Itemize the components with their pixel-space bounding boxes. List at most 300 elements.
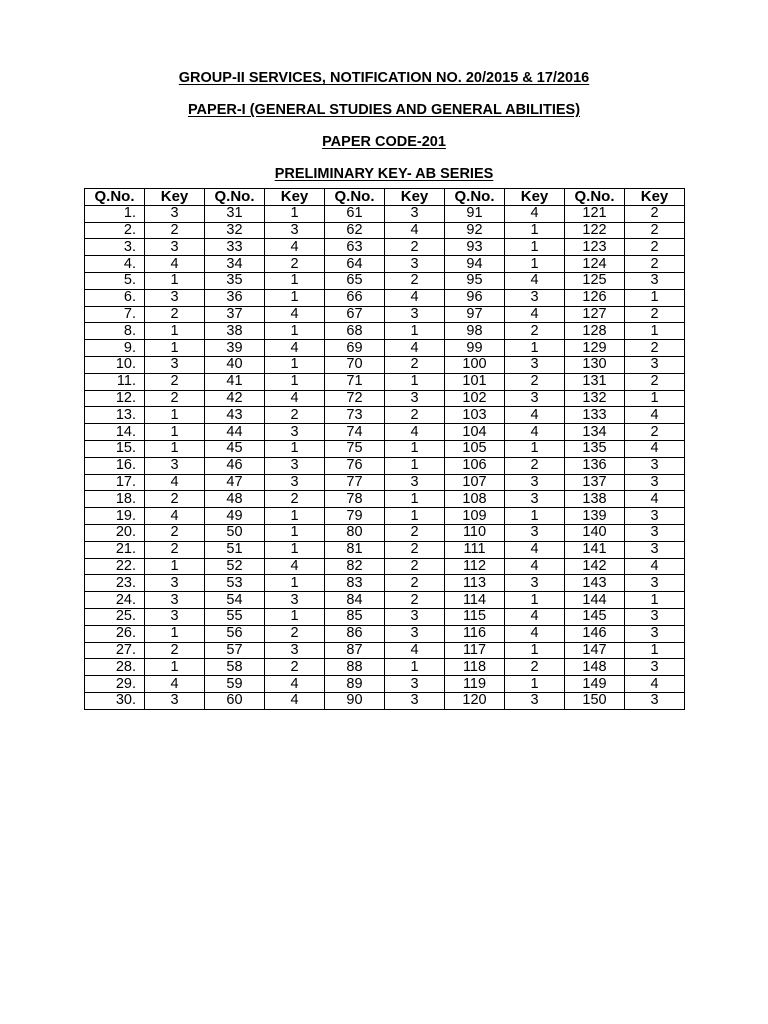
- question-number-cell: 150: [565, 692, 625, 709]
- table-row: [85, 440, 685, 457]
- question-number-cell: 90: [325, 692, 385, 709]
- question-number-cell: 80: [325, 524, 385, 541]
- answer-key-cell: 4: [625, 440, 685, 457]
- question-number-cell: 58: [205, 659, 265, 676]
- question-number-cell: 25.: [85, 608, 145, 625]
- table-row: [85, 642, 685, 659]
- table-header-row: [85, 189, 685, 206]
- question-number-cell: 87: [325, 642, 385, 659]
- answer-key-cell: 2: [625, 306, 685, 323]
- question-number-cell: 59: [205, 676, 265, 693]
- answer-key-cell: 4: [505, 205, 565, 222]
- answer-key-cell: 3: [505, 491, 565, 508]
- answer-key-body: [85, 205, 685, 709]
- answer-key-cell: 3: [625, 356, 685, 373]
- question-number-cell: 109: [445, 508, 505, 525]
- answer-key-cell: 3: [385, 390, 445, 407]
- answer-key-cell: 3: [625, 608, 685, 625]
- answer-key-cell: 4: [265, 340, 325, 357]
- answer-key-cell: 3: [625, 272, 685, 289]
- question-number-cell: 82: [325, 558, 385, 575]
- question-number-cell: 13.: [85, 407, 145, 424]
- answer-key-cell: 1: [505, 239, 565, 256]
- question-number-cell: 107: [445, 474, 505, 491]
- question-number-cell: 8.: [85, 323, 145, 340]
- answer-key-cell: 2: [265, 625, 325, 642]
- question-number-cell: 4.: [85, 256, 145, 273]
- answer-key-cell: 3: [385, 692, 445, 709]
- answer-key-cell: 3: [505, 524, 565, 541]
- question-number-cell: 84: [325, 592, 385, 609]
- column-header: Key: [265, 189, 325, 206]
- question-number-cell: 15.: [85, 440, 145, 457]
- answer-key-cell: 1: [265, 575, 325, 592]
- question-number-cell: 33: [205, 239, 265, 256]
- question-number-cell: 24.: [85, 592, 145, 609]
- answer-key-cell: 4: [385, 424, 445, 441]
- question-number-cell: 1.: [85, 205, 145, 222]
- answer-key-cell: 3: [265, 592, 325, 609]
- question-number-cell: 69: [325, 340, 385, 357]
- question-number-cell: 106: [445, 457, 505, 474]
- answer-key-cell: 2: [625, 340, 685, 357]
- question-number-cell: 26.: [85, 625, 145, 642]
- answer-key-cell: 4: [265, 692, 325, 709]
- question-number-cell: 52: [205, 558, 265, 575]
- question-number-cell: 114: [445, 592, 505, 609]
- question-number-cell: 53: [205, 575, 265, 592]
- question-number-cell: 2.: [85, 222, 145, 239]
- table-row: [85, 692, 685, 709]
- question-number-cell: 101: [445, 373, 505, 390]
- question-number-cell: 132: [565, 390, 625, 407]
- answer-key-cell: 4: [505, 272, 565, 289]
- answer-key-cell: 3: [625, 541, 685, 558]
- question-number-cell: 77: [325, 474, 385, 491]
- table-row: [85, 508, 685, 525]
- column-header: Q.No.: [325, 189, 385, 206]
- question-number-cell: 103: [445, 407, 505, 424]
- answer-key-cell: 4: [625, 558, 685, 575]
- question-number-cell: 60: [205, 692, 265, 709]
- answer-key-cell: 4: [625, 676, 685, 693]
- question-number-cell: 89: [325, 676, 385, 693]
- question-number-cell: 126: [565, 289, 625, 306]
- answer-key-cell: 4: [505, 407, 565, 424]
- answer-key-cell: 1: [505, 340, 565, 357]
- answer-key-cell: 2: [145, 541, 205, 558]
- question-number-cell: 27.: [85, 642, 145, 659]
- question-number-cell: 124: [565, 256, 625, 273]
- question-number-cell: 74: [325, 424, 385, 441]
- answer-key-cell: 2: [145, 642, 205, 659]
- answer-key-cell: 1: [385, 440, 445, 457]
- table-row: [85, 373, 685, 390]
- question-number-cell: 20.: [85, 524, 145, 541]
- answer-key-cell: 3: [145, 239, 205, 256]
- question-number-cell: 111: [445, 541, 505, 558]
- answer-key-cell: 1: [625, 642, 685, 659]
- question-number-cell: 127: [565, 306, 625, 323]
- answer-key-cell: 2: [385, 356, 445, 373]
- answer-key-cell: 2: [385, 575, 445, 592]
- question-number-cell: 93: [445, 239, 505, 256]
- answer-key-cell: 1: [385, 323, 445, 340]
- table-row: [85, 457, 685, 474]
- answer-key-cell: 1: [265, 440, 325, 457]
- answer-key-cell: 1: [265, 356, 325, 373]
- question-number-cell: 116: [445, 625, 505, 642]
- answer-key-cell: 1: [505, 676, 565, 693]
- answer-key-cell: 2: [625, 373, 685, 390]
- answer-key-cell: 1: [385, 508, 445, 525]
- answer-key-cell: 3: [625, 524, 685, 541]
- question-number-cell: 51: [205, 541, 265, 558]
- answer-key-cell: 1: [625, 592, 685, 609]
- question-number-cell: 91: [445, 205, 505, 222]
- question-number-cell: 121: [565, 205, 625, 222]
- question-number-cell: 99: [445, 340, 505, 357]
- question-number-cell: 83: [325, 575, 385, 592]
- answer-key-cell: 4: [145, 676, 205, 693]
- question-number-cell: 144: [565, 592, 625, 609]
- answer-key-cell: 1: [145, 340, 205, 357]
- question-number-cell: 64: [325, 256, 385, 273]
- answer-key-cell: 2: [505, 457, 565, 474]
- answer-key-cell: 3: [265, 642, 325, 659]
- question-number-cell: 42: [205, 390, 265, 407]
- question-number-cell: 21.: [85, 541, 145, 558]
- answer-key-cell: 2: [385, 558, 445, 575]
- answer-key-cell: 2: [505, 659, 565, 676]
- answer-key-cell: 4: [385, 340, 445, 357]
- answer-key-cell: 2: [265, 256, 325, 273]
- question-number-cell: 143: [565, 575, 625, 592]
- question-number-cell: 76: [325, 457, 385, 474]
- column-header: Key: [385, 189, 445, 206]
- question-number-cell: 122: [565, 222, 625, 239]
- table-row: [85, 256, 685, 273]
- answer-key-cell: 1: [265, 272, 325, 289]
- question-number-cell: 118: [445, 659, 505, 676]
- answer-key-cell: 3: [145, 205, 205, 222]
- answer-key-cell: 4: [265, 558, 325, 575]
- question-number-cell: 10.: [85, 356, 145, 373]
- answer-key-cell: 1: [145, 323, 205, 340]
- question-number-cell: 48: [205, 491, 265, 508]
- answer-key-cell: 4: [265, 676, 325, 693]
- answer-key-cell: 2: [385, 272, 445, 289]
- column-header: Q.No.: [85, 189, 145, 206]
- answer-key-cell: 3: [145, 692, 205, 709]
- answer-key-cell: 1: [265, 541, 325, 558]
- answer-key-cell: 4: [385, 642, 445, 659]
- answer-key-cell: 3: [385, 608, 445, 625]
- question-number-cell: 98: [445, 323, 505, 340]
- question-number-cell: 95: [445, 272, 505, 289]
- answer-key-cell: 3: [385, 205, 445, 222]
- answer-key-cell: 4: [625, 407, 685, 424]
- answer-key-cell: 2: [385, 592, 445, 609]
- question-number-cell: 119: [445, 676, 505, 693]
- question-number-cell: 39: [205, 340, 265, 357]
- answer-key-cell: 2: [385, 524, 445, 541]
- question-number-cell: 40: [205, 356, 265, 373]
- answer-key-cell: 4: [505, 306, 565, 323]
- answer-key-cell: 1: [265, 373, 325, 390]
- answer-key-cell: 4: [505, 625, 565, 642]
- question-number-cell: 141: [565, 541, 625, 558]
- answer-key-cell: 1: [505, 592, 565, 609]
- answer-key-cell: 3: [385, 625, 445, 642]
- answer-key-cell: 1: [505, 642, 565, 659]
- answer-key-cell: 2: [265, 659, 325, 676]
- question-number-cell: 135: [565, 440, 625, 457]
- table-row: [85, 474, 685, 491]
- table-row: [85, 340, 685, 357]
- answer-key-cell: 3: [625, 508, 685, 525]
- question-number-cell: 88: [325, 659, 385, 676]
- answer-key-cell: 1: [145, 659, 205, 676]
- question-number-cell: 71: [325, 373, 385, 390]
- answer-key-cell: 2: [625, 256, 685, 273]
- column-header: Q.No.: [205, 189, 265, 206]
- question-number-cell: 104: [445, 424, 505, 441]
- question-number-cell: 134: [565, 424, 625, 441]
- answer-key-cell: 2: [145, 491, 205, 508]
- answer-key-cell: 1: [265, 524, 325, 541]
- question-number-cell: 72: [325, 390, 385, 407]
- question-number-cell: 6.: [85, 289, 145, 306]
- table-row: [85, 407, 685, 424]
- answer-key-cell: 4: [505, 608, 565, 625]
- table-row: [85, 676, 685, 693]
- question-number-cell: 137: [565, 474, 625, 491]
- question-number-cell: 66: [325, 289, 385, 306]
- answer-key-cell: 3: [385, 676, 445, 693]
- question-number-cell: 41: [205, 373, 265, 390]
- answer-key-cell: 1: [505, 508, 565, 525]
- question-number-cell: 120: [445, 692, 505, 709]
- table-row: [85, 222, 685, 239]
- answer-key-cell: 1: [145, 558, 205, 575]
- table-row: [85, 575, 685, 592]
- answer-key-cell: 4: [505, 424, 565, 441]
- answer-key-cell: 2: [145, 222, 205, 239]
- table-row: [85, 306, 685, 323]
- answer-key-cell: 3: [625, 659, 685, 676]
- question-number-cell: 22.: [85, 558, 145, 575]
- answer-key-cell: 3: [385, 256, 445, 273]
- answer-key-cell: 3: [145, 575, 205, 592]
- answer-key-cell: 1: [145, 424, 205, 441]
- question-number-cell: 44: [205, 424, 265, 441]
- table-row: [85, 592, 685, 609]
- answer-key-cell: 2: [145, 306, 205, 323]
- paper-code: PAPER CODE-201: [322, 134, 446, 150]
- question-number-cell: 123: [565, 239, 625, 256]
- document-header: [0, 62, 768, 190]
- answer-key-cell: 1: [265, 323, 325, 340]
- answer-key-cell: 4: [625, 491, 685, 508]
- question-number-cell: 105: [445, 440, 505, 457]
- table-row: [85, 323, 685, 340]
- answer-key-cell: 3: [625, 575, 685, 592]
- question-number-cell: 138: [565, 491, 625, 508]
- answer-key-cell: 1: [625, 390, 685, 407]
- question-number-cell: 102: [445, 390, 505, 407]
- answer-key-cell: 3: [145, 457, 205, 474]
- answer-key-cell: 1: [265, 289, 325, 306]
- question-number-cell: 35: [205, 272, 265, 289]
- question-number-cell: 38: [205, 323, 265, 340]
- question-number-cell: 12.: [85, 390, 145, 407]
- answer-key-cell: 2: [625, 222, 685, 239]
- column-header: Key: [145, 189, 205, 206]
- question-number-cell: 47: [205, 474, 265, 491]
- answer-key-cell: 1: [505, 440, 565, 457]
- question-number-cell: 63: [325, 239, 385, 256]
- table-row: [85, 659, 685, 676]
- table-row: [85, 524, 685, 541]
- answer-key-cell: 2: [505, 323, 565, 340]
- question-number-cell: 23.: [85, 575, 145, 592]
- answer-key-cell: 3: [265, 457, 325, 474]
- table-row: [85, 205, 685, 222]
- answer-key-cell: 1: [265, 205, 325, 222]
- answer-key-cell: 3: [505, 474, 565, 491]
- answer-key-cell: 2: [145, 373, 205, 390]
- question-number-cell: 110: [445, 524, 505, 541]
- question-number-cell: 49: [205, 508, 265, 525]
- question-number-cell: 81: [325, 541, 385, 558]
- column-header: Key: [625, 189, 685, 206]
- question-number-cell: 32: [205, 222, 265, 239]
- answer-key-cell: 1: [145, 440, 205, 457]
- column-header: Q.No.: [445, 189, 505, 206]
- paper-title: PAPER-I (GENERAL STUDIES AND GENERAL ABILITIES): [187, 102, 581, 118]
- answer-key-cell: 1: [505, 256, 565, 273]
- question-number-cell: 78: [325, 491, 385, 508]
- question-number-cell: 133: [565, 407, 625, 424]
- question-number-cell: 9.: [85, 340, 145, 357]
- question-number-cell: 37: [205, 306, 265, 323]
- question-number-cell: 29.: [85, 676, 145, 693]
- question-number-cell: 94: [445, 256, 505, 273]
- answer-key-cell: 2: [265, 407, 325, 424]
- question-number-cell: 70: [325, 356, 385, 373]
- answer-key-cell: 4: [265, 390, 325, 407]
- question-number-cell: 130: [565, 356, 625, 373]
- answer-key-cell: 2: [625, 205, 685, 222]
- question-number-cell: 46: [205, 457, 265, 474]
- question-number-cell: 14.: [85, 424, 145, 441]
- answer-key-cell: 4: [265, 239, 325, 256]
- question-number-cell: 140: [565, 524, 625, 541]
- question-number-cell: 136: [565, 457, 625, 474]
- question-number-cell: 57: [205, 642, 265, 659]
- question-number-cell: 145: [565, 608, 625, 625]
- answer-key-cell: 1: [625, 289, 685, 306]
- question-number-cell: 61: [325, 205, 385, 222]
- question-number-cell: 149: [565, 676, 625, 693]
- question-number-cell: 36: [205, 289, 265, 306]
- question-number-cell: 92: [445, 222, 505, 239]
- question-number-cell: 65: [325, 272, 385, 289]
- question-number-cell: 73: [325, 407, 385, 424]
- question-number-cell: 146: [565, 625, 625, 642]
- question-number-cell: 55: [205, 608, 265, 625]
- answer-key-cell: 1: [385, 457, 445, 474]
- question-number-cell: 30.: [85, 692, 145, 709]
- answer-key-cell: 4: [385, 222, 445, 239]
- answer-key-table: [84, 188, 685, 710]
- table-row: [85, 239, 685, 256]
- answer-key-cell: 1: [385, 491, 445, 508]
- answer-key-cell: 1: [385, 659, 445, 676]
- answer-key-cell: 1: [625, 323, 685, 340]
- table-row: [85, 390, 685, 407]
- question-number-cell: 148: [565, 659, 625, 676]
- answer-key-cell: 3: [265, 222, 325, 239]
- table-row: [85, 356, 685, 373]
- answer-key-cell: 1: [145, 272, 205, 289]
- question-number-cell: 112: [445, 558, 505, 575]
- question-number-cell: 11.: [85, 373, 145, 390]
- question-number-cell: 147: [565, 642, 625, 659]
- question-number-cell: 113: [445, 575, 505, 592]
- table-row: [85, 608, 685, 625]
- answer-key-cell: 2: [145, 390, 205, 407]
- answer-key-cell: 3: [385, 306, 445, 323]
- answer-key-cell: 2: [625, 424, 685, 441]
- question-number-cell: 3.: [85, 239, 145, 256]
- question-number-cell: 75: [325, 440, 385, 457]
- answer-key-cell: 2: [505, 373, 565, 390]
- answer-key-cell: 4: [265, 306, 325, 323]
- question-number-cell: 108: [445, 491, 505, 508]
- answer-key-cell: 3: [505, 692, 565, 709]
- question-number-cell: 86: [325, 625, 385, 642]
- answer-key-cell: 2: [145, 524, 205, 541]
- question-number-cell: 100: [445, 356, 505, 373]
- answer-key-cell: 3: [505, 289, 565, 306]
- question-number-cell: 117: [445, 642, 505, 659]
- answer-key-cell: 2: [625, 239, 685, 256]
- answer-key-cell: 3: [505, 390, 565, 407]
- table-row: [85, 289, 685, 306]
- column-header: Key: [505, 189, 565, 206]
- question-number-cell: 28.: [85, 659, 145, 676]
- answer-key-cell: 3: [625, 692, 685, 709]
- answer-key-cell: 3: [385, 474, 445, 491]
- answer-key-cell: 2: [385, 407, 445, 424]
- answer-key-cell: 1: [385, 373, 445, 390]
- column-header: Q.No.: [565, 189, 625, 206]
- answer-key-cell: 4: [145, 256, 205, 273]
- answer-key-cell: 4: [505, 558, 565, 575]
- answer-key-cell: 4: [145, 474, 205, 491]
- answer-key-cell: 3: [265, 424, 325, 441]
- table-row: [85, 541, 685, 558]
- question-number-cell: 125: [565, 272, 625, 289]
- answer-key-cell: 3: [145, 356, 205, 373]
- question-number-cell: 85: [325, 608, 385, 625]
- question-number-cell: 97: [445, 306, 505, 323]
- answer-key-cell: 4: [505, 541, 565, 558]
- question-number-cell: 34: [205, 256, 265, 273]
- question-number-cell: 68: [325, 323, 385, 340]
